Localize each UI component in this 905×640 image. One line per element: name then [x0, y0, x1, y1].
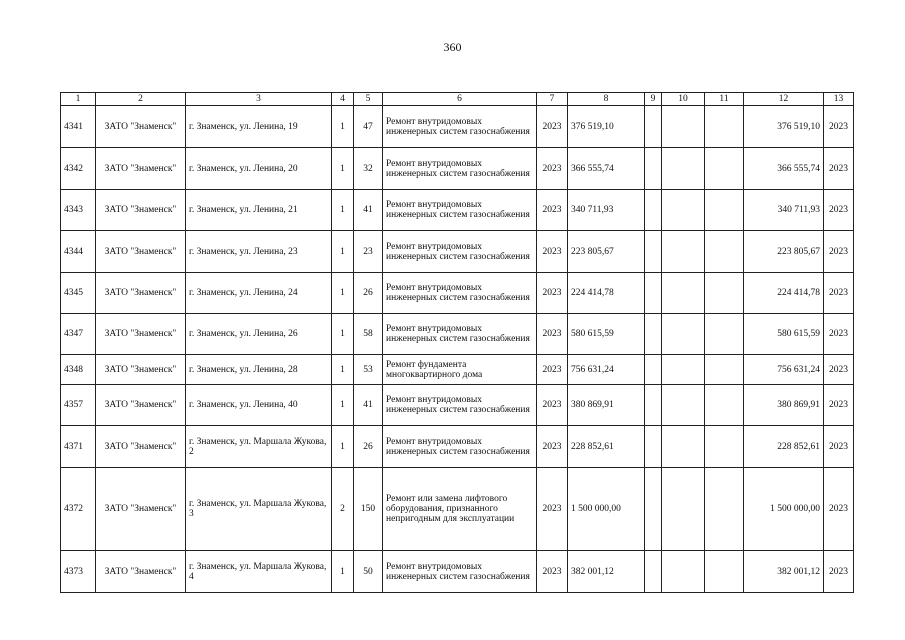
cell-col-4: 2 [332, 468, 354, 551]
cell-col-8-amount: 382 001,12 [568, 551, 645, 593]
cell-col-10 [662, 231, 705, 273]
cell-municipality: ЗАТО "Знаменск" [96, 468, 186, 551]
cell-col-4: 1 [332, 385, 354, 426]
column-header-2: 2 [96, 93, 186, 106]
cell-address: г. Знаменск, ул. Маршала Жукова, 2 [186, 426, 332, 468]
cell-col-10 [662, 426, 705, 468]
cell-col-7: 2023 [537, 426, 568, 468]
cell-col-5: 26 [354, 426, 383, 468]
cell-col-7: 2023 [537, 314, 568, 355]
cell-col-10 [662, 314, 705, 355]
cell-col-4: 1 [332, 148, 354, 190]
cell-work-type: Ремонт внутридомовых инженерных систем газоснабжения [383, 273, 537, 314]
cell-municipality: ЗАТО "Знаменск" [96, 314, 186, 355]
cell-col-9 [645, 385, 662, 426]
cell-col-8-amount: 224 414,78 [568, 273, 645, 314]
cell-work-type: Ремонт внутридомовых инженерных систем газоснабжения [383, 231, 537, 273]
cell-col-5: 47 [354, 106, 383, 148]
page-number: 360 [443, 40, 462, 54]
cell-col-8-amount: 228 852,61 [568, 426, 645, 468]
cell-col-4: 1 [332, 106, 354, 148]
cell-col-5: 41 [354, 190, 383, 231]
cell-col-7: 2023 [537, 190, 568, 231]
column-header-9: 9 [645, 93, 662, 106]
cell-col-7: 2023 [537, 106, 568, 148]
cell-work-type: Ремонт внутридомовых инженерных систем газоснабжения [383, 314, 537, 355]
cell-col-10 [662, 385, 705, 426]
cell-municipality: ЗАТО "Знаменск" [96, 355, 186, 385]
cell-work-type: Ремонт внутридомовых инженерных систем газоснабжения [383, 190, 537, 231]
table-row [61, 273, 854, 314]
cell-address: г. Знаменск, ул. Маршала Жукова, 4 [186, 551, 332, 593]
cell-col-7: 2023 [537, 231, 568, 273]
capital-repair-table [60, 92, 854, 593]
cell-col-13: 2023 [824, 426, 854, 468]
cell-col-9 [645, 426, 662, 468]
cell-col-13: 2023 [824, 190, 854, 231]
cell-work-type: Ремонт или замена лифтового оборудования, признанного непригодным для эксплуатации [383, 468, 537, 551]
cell-col-9 [645, 355, 662, 385]
table-row [61, 190, 854, 231]
cell-municipality: ЗАТО "Знаменск" [96, 551, 186, 593]
cell-work-type: Ремонт внутридомовых инженерных систем газоснабжения [383, 385, 537, 426]
cell-col-13: 2023 [824, 314, 854, 355]
cell-col-12-amount: 580 615,59 [744, 314, 824, 355]
cell-col-12-amount: 366 555,74 [744, 148, 824, 190]
cell-col-4: 1 [332, 190, 354, 231]
cell-col-4: 1 [332, 231, 354, 273]
cell-municipality: ЗАТО "Знаменск" [96, 231, 186, 273]
cell-col-12-amount: 223 805,67 [744, 231, 824, 273]
cell-col-13: 2023 [824, 106, 854, 148]
cell-col-10 [662, 106, 705, 148]
cell-row-number: 4343 [61, 190, 96, 231]
cell-col-9 [645, 314, 662, 355]
column-header-3: 3 [186, 93, 332, 106]
cell-row-number: 4341 [61, 106, 96, 148]
cell-col-9 [645, 551, 662, 593]
cell-col-10 [662, 355, 705, 385]
column-header-13: 13 [824, 93, 854, 106]
column-header-8: 8 [568, 93, 645, 106]
cell-col-5: 32 [354, 148, 383, 190]
cell-col-11 [705, 426, 744, 468]
cell-col-11 [705, 148, 744, 190]
cell-col-12-amount: 228 852,61 [744, 426, 824, 468]
cell-col-11 [705, 468, 744, 551]
cell-col-12-amount: 380 869,91 [744, 385, 824, 426]
cell-col-9 [645, 468, 662, 551]
cell-work-type: Ремонт внутридомовых инженерных систем газоснабжения [383, 551, 537, 593]
cell-col-8-amount: 340 711,93 [568, 190, 645, 231]
table-row [61, 106, 854, 148]
cell-col-8-amount: 366 555,74 [568, 148, 645, 190]
cell-col-8-amount: 380 869,91 [568, 385, 645, 426]
cell-col-8-amount: 223 805,67 [568, 231, 645, 273]
cell-row-number: 4357 [61, 385, 96, 426]
cell-col-13: 2023 [824, 231, 854, 273]
cell-row-number: 4345 [61, 273, 96, 314]
cell-work-type: Ремонт внутридомовых инженерных систем газоснабжения [383, 426, 537, 468]
cell-work-type: Ремонт фундамента многоквартирного дома [383, 355, 537, 385]
cell-col-4: 1 [332, 426, 354, 468]
cell-col-10 [662, 148, 705, 190]
cell-col-8-amount: 580 615,59 [568, 314, 645, 355]
cell-col-13: 2023 [824, 148, 854, 190]
cell-work-type: Ремонт внутридомовых инженерных систем газоснабжения [383, 148, 537, 190]
cell-address: г. Знаменск, ул. Ленина, 26 [186, 314, 332, 355]
cell-col-11 [705, 551, 744, 593]
cell-col-5: 50 [354, 551, 383, 593]
cell-municipality: ЗАТО "Знаменск" [96, 106, 186, 148]
table-row [61, 468, 854, 551]
cell-municipality: ЗАТО "Знаменск" [96, 426, 186, 468]
cell-col-11 [705, 385, 744, 426]
cell-address: г. Знаменск, ул. Ленина, 28 [186, 355, 332, 385]
cell-municipality: ЗАТО "Знаменск" [96, 273, 186, 314]
cell-work-type: Ремонт внутридомовых инженерных систем газоснабжения [383, 106, 537, 148]
cell-row-number: 4371 [61, 426, 96, 468]
cell-col-11 [705, 355, 744, 385]
cell-col-5: 26 [354, 273, 383, 314]
column-header-11: 11 [705, 93, 744, 106]
table-row [61, 148, 854, 190]
cell-col-7: 2023 [537, 468, 568, 551]
cell-col-11 [705, 190, 744, 231]
column-header-1: 1 [61, 93, 96, 106]
table-row [61, 385, 854, 426]
column-header-12: 12 [744, 93, 824, 106]
cell-col-10 [662, 551, 705, 593]
cell-col-7: 2023 [537, 385, 568, 426]
column-header-4: 4 [332, 93, 354, 106]
cell-col-7: 2023 [537, 273, 568, 314]
table-row [61, 355, 854, 385]
cell-col-5: 41 [354, 385, 383, 426]
cell-address: г. Знаменск, ул. Ленина, 19 [186, 106, 332, 148]
cell-col-13: 2023 [824, 468, 854, 551]
cell-municipality: ЗАТО "Знаменск" [96, 148, 186, 190]
table-row [61, 426, 854, 468]
cell-col-7: 2023 [537, 355, 568, 385]
cell-col-7: 2023 [537, 551, 568, 593]
cell-col-10 [662, 468, 705, 551]
cell-col-4: 1 [332, 314, 354, 355]
cell-col-11 [705, 273, 744, 314]
cell-municipality: ЗАТО "Знаменск" [96, 190, 186, 231]
cell-municipality: ЗАТО "Знаменск" [96, 385, 186, 426]
cell-col-5: 23 [354, 231, 383, 273]
cell-col-7: 2023 [537, 148, 568, 190]
cell-col-5: 58 [354, 314, 383, 355]
cell-row-number: 4372 [61, 468, 96, 551]
cell-col-9 [645, 231, 662, 273]
cell-address: г. Знаменск, ул. Ленина, 21 [186, 190, 332, 231]
column-header-7: 7 [537, 93, 568, 106]
cell-col-13: 2023 [824, 355, 854, 385]
column-header-6: 6 [383, 93, 537, 106]
table-row [61, 231, 854, 273]
cell-col-10 [662, 190, 705, 231]
cell-col-13: 2023 [824, 551, 854, 593]
cell-col-9 [645, 148, 662, 190]
cell-col-11 [705, 231, 744, 273]
cell-col-12-amount: 382 001,12 [744, 551, 824, 593]
cell-row-number: 4373 [61, 551, 96, 593]
cell-col-4: 1 [332, 551, 354, 593]
cell-col-9 [645, 190, 662, 231]
cell-col-5: 150 [354, 468, 383, 551]
cell-col-12-amount: 1 500 000,00 [744, 468, 824, 551]
cell-col-4: 1 [332, 355, 354, 385]
cell-col-8-amount: 1 500 000,00 [568, 468, 645, 551]
cell-col-12-amount: 224 414,78 [744, 273, 824, 314]
cell-address: г. Знаменск, ул. Маршала Жукова, 3 [186, 468, 332, 551]
table-row [61, 551, 854, 593]
cell-row-number: 4348 [61, 355, 96, 385]
cell-address: г. Знаменск, ул. Ленина, 20 [186, 148, 332, 190]
table-row [61, 314, 854, 355]
cell-col-12-amount: 340 711,93 [744, 190, 824, 231]
cell-col-13: 2023 [824, 273, 854, 314]
cell-col-10 [662, 273, 705, 314]
cell-address: г. Знаменск, ул. Ленина, 24 [186, 273, 332, 314]
cell-col-4: 1 [332, 273, 354, 314]
cell-col-5: 53 [354, 355, 383, 385]
cell-row-number: 4347 [61, 314, 96, 355]
cell-address: г. Знаменск, ул. Ленина, 23 [186, 231, 332, 273]
cell-col-8-amount: 756 631,24 [568, 355, 645, 385]
cell-col-12-amount: 756 631,24 [744, 355, 824, 385]
cell-row-number: 4344 [61, 231, 96, 273]
cell-col-12-amount: 376 519,10 [744, 106, 824, 148]
cell-col-9 [645, 106, 662, 148]
cell-col-11 [705, 106, 744, 148]
column-header-10: 10 [662, 93, 705, 106]
cell-row-number: 4342 [61, 148, 96, 190]
header-row [61, 93, 854, 106]
cell-col-13: 2023 [824, 385, 854, 426]
cell-col-8-amount: 376 519,10 [568, 106, 645, 148]
cell-col-11 [705, 314, 744, 355]
cell-address: г. Знаменск, ул. Ленина, 40 [186, 385, 332, 426]
cell-col-9 [645, 273, 662, 314]
column-header-5: 5 [354, 93, 383, 106]
